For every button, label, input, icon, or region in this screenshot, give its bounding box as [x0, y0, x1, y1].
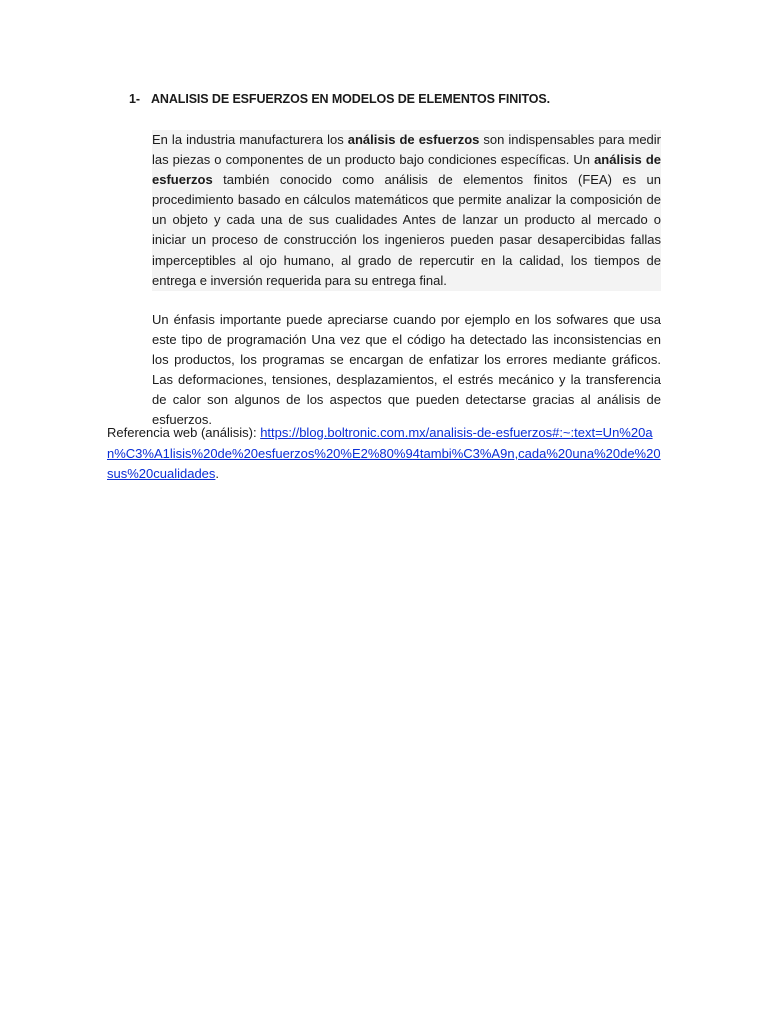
- bold-term-2: análisis de esfuerzos: [152, 152, 661, 188]
- paragraph-intro-text-1: En la industria manufacturera los: [152, 132, 348, 147]
- web-reference: [107, 423, 667, 485]
- reference-label: Referencia web (análisis):: [107, 425, 261, 440]
- section-number: 1-: [129, 92, 140, 106]
- bold-term-1: análisis de esfuerzos: [347, 132, 480, 147]
- paragraph-emphasis-text: Un énfasis importante puede apreciarse cuando por ejemplo en los sofwares que usa este tipo de programación Una vez que el código ha detectado las inconsistencias en los productos, los programas se encargan de enfatizar los errores mediante gráficos. Las deformaciones, tensiones, desplazamientos, el estrés mecánico y la transferencia de calor son algunos de los aspectos que pueden detectarse gracias al análisis de esfuerzos.: [152, 312, 661, 428]
- section-title: ANALISIS DE ESFUERZOS EN MODELOS DE ELEMENTOS FINITOS.: [151, 92, 551, 106]
- paragraph-intro-text-3: también conocido como análisis de elementos finitos (FEA) es un procedimiento basado en cálculos matemáticos que permite analizar la composición de un objeto y cada una de sus cualidades Antes de lanzar un producto al mercado o iniciar un proceso de construcción los ingenieros pueden pasar desapercibidas fallas imperceptibles al ojo humano, al grado de repercutir en la calidad, los tiempos de entrega e inversión requerida para su entrega final.: [152, 172, 661, 288]
- section-heading: [129, 92, 550, 106]
- paragraph-intro: [152, 130, 661, 291]
- reference-trailing-period: .: [215, 466, 220, 481]
- paragraph-emphasis: [152, 310, 661, 431]
- paragraph-intro-text-2: son indispensables para medir las piezas o componentes de un producto bajo condiciones específicas. Un: [152, 132, 662, 168]
- reference-link[interactable]: https://blog.boltronic.com.mx/analisis-de-esfuerzos#:~:text=Un%20an%C3%A1lisis%20de%20esfuerzos%20%E2%80%94tambi%C3%A9n,cada%20una%20de%20sus%20cualidades: [107, 425, 661, 481]
